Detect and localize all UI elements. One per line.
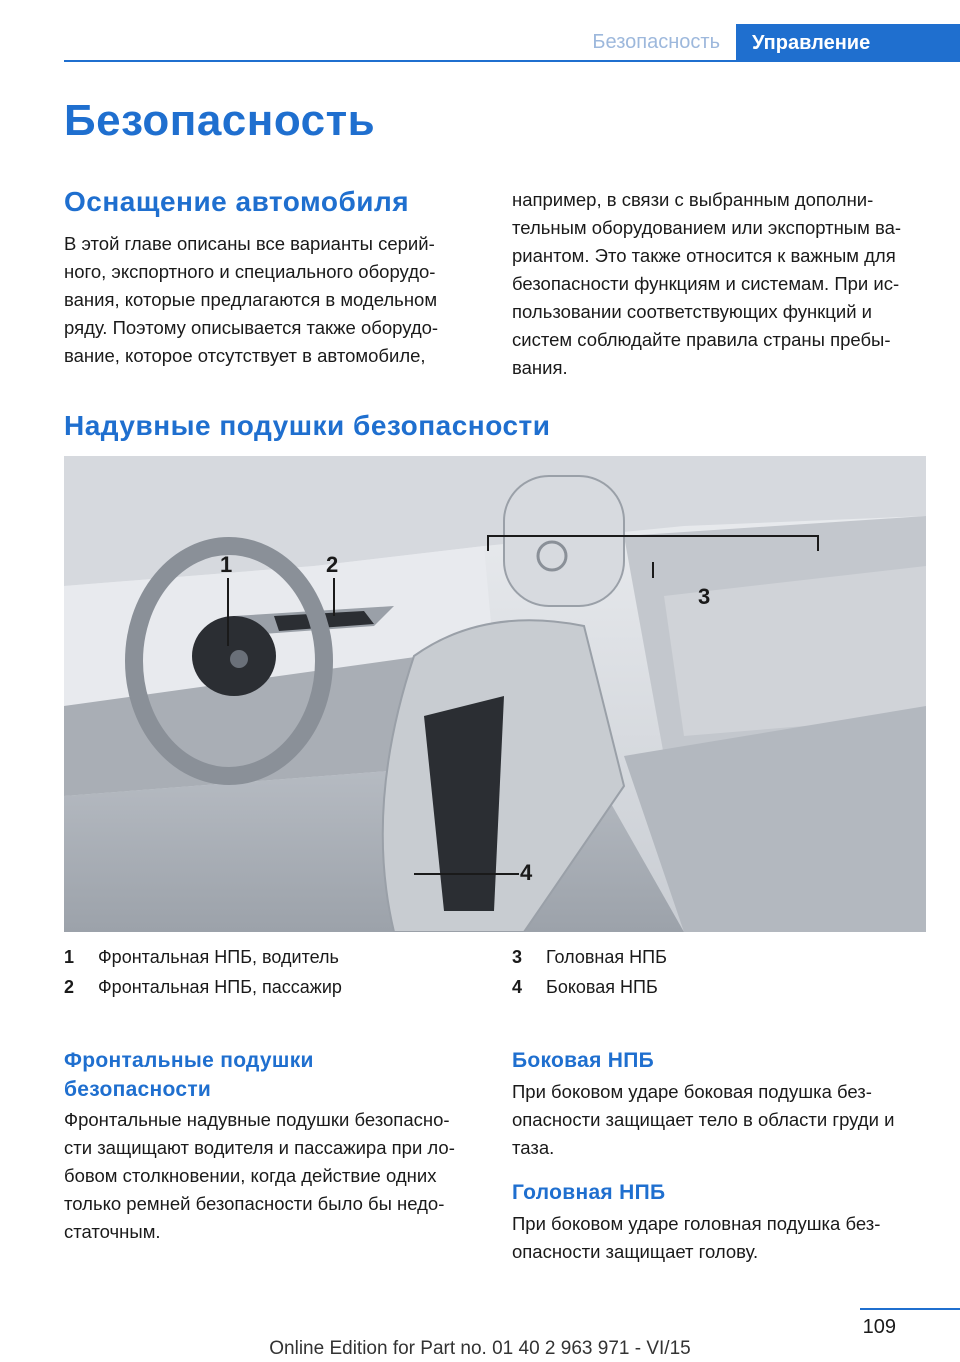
legend-item: 2 Фронтальная НПБ, пассажир bbox=[64, 977, 342, 997]
front-airbags-heading: Фронтальные подушки безопасности bbox=[64, 1049, 314, 1101]
head-airbag-heading: Головная НПБ bbox=[512, 1181, 666, 1204]
equipment-heading: Оснащение автомобиля bbox=[64, 186, 410, 217]
equipment-text-right: например, в связи с выбранным дополни- тельным оборудованием или экспортным ва- риантом. Это также относится к важным для безопасности функциям и системам. При ис- пользовании соответствующих функций и систем соблюдайте правила страны пребы- вания. bbox=[512, 189, 902, 378]
running-header-chapter: Управление bbox=[736, 24, 960, 62]
equipment-text-left: В этой главе описаны все варианты серий- ного, экспортного и специального оборудо- вания, которые предлагаются в модельном ряду. Поэтому описывается также оборудо- вание, которое отсутствует в автомобиле, bbox=[64, 233, 439, 366]
running-header-section: Безопасность bbox=[592, 31, 720, 53]
legend-item: 4 Боковая НПБ bbox=[512, 977, 658, 997]
airbags-heading: Надувные подушки безопасности bbox=[64, 410, 551, 441]
callout-4: 4 bbox=[520, 860, 533, 885]
callout-2: 2 bbox=[326, 552, 339, 577]
side-airbag-heading: Боковая НПБ bbox=[512, 1049, 655, 1072]
legend-item: 3 Головная НПБ bbox=[512, 947, 667, 967]
legend-item: 1 Фронтальная НПБ, водитель bbox=[64, 947, 339, 967]
head-airbag-text: При боковом ударе головная подушка без- опасности защищает голову. bbox=[512, 1213, 881, 1262]
header-rule bbox=[64, 60, 960, 62]
footer-rule bbox=[860, 1308, 960, 1310]
page-title: Безопасность bbox=[64, 96, 376, 145]
callout-3: 3 bbox=[698, 584, 711, 609]
edition-footer: Online Edition for Part no. 01 40 2 963 971 - VI/15 bbox=[269, 1338, 691, 1359]
page-number: 109 bbox=[862, 1316, 896, 1338]
side-airbag-text: При боковом ударе боковая подушка без- опасности защищает тело в области груди и таза. bbox=[512, 1081, 895, 1158]
callout-1: 1 bbox=[220, 552, 233, 577]
front-airbags-text: Фронтальные надувные подушки безопасно- сти защищают водителя и пассажира при ло- бовом столкновении, когда действие одних только ремней безопасности было бы недо- статочным. bbox=[64, 1109, 455, 1242]
car-interior-illustration bbox=[64, 456, 926, 932]
